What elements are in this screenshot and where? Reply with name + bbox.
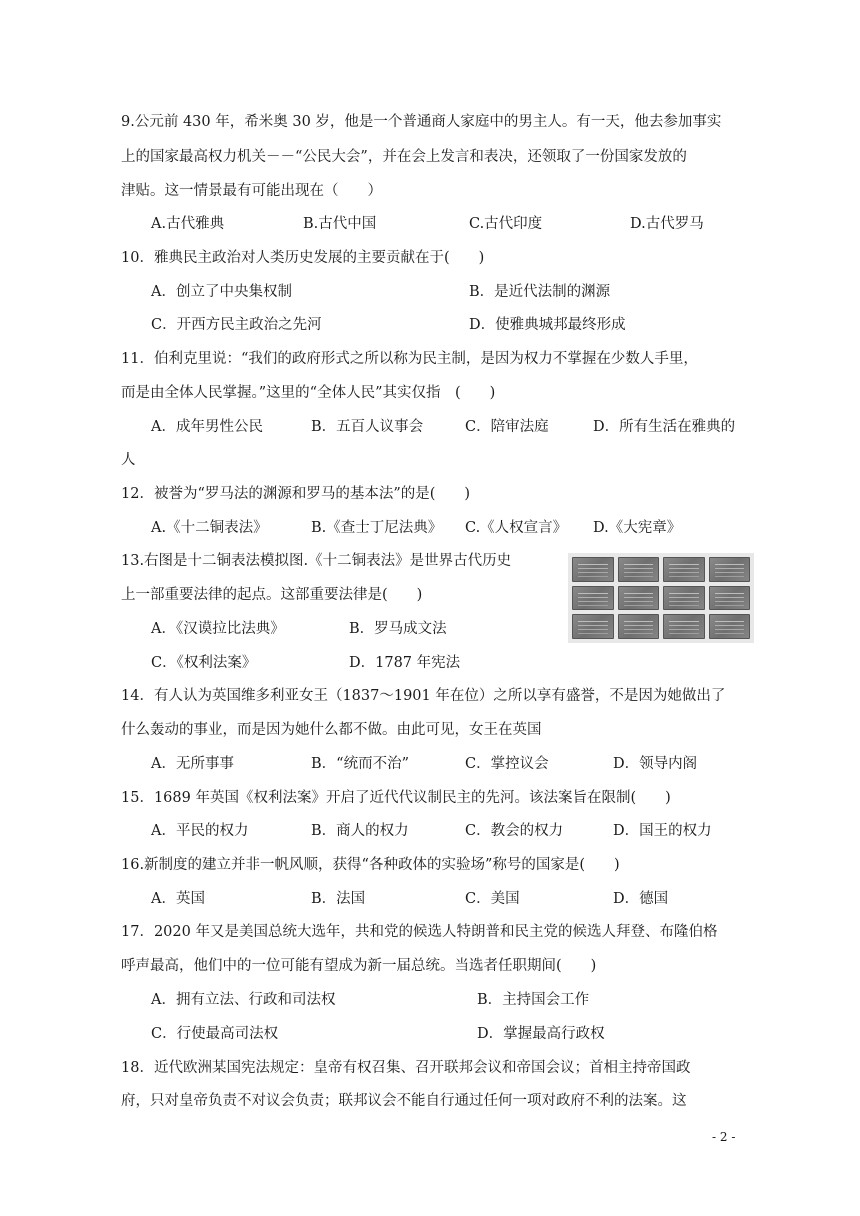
q16-option-c: C．美国 [465,891,520,907]
q9-option-d: D.古代罗马 [630,216,704,232]
q14-option-b: B．“统而不治” [311,756,409,772]
q9-line-3: 津贴。这一情景最有可能出现在（ ） [121,183,382,199]
q11-option-a: A．成年男性公民 [151,419,263,435]
q17-option-c: C．行使最高司法权 [151,1026,279,1042]
q11-line-2: 而是由全体人民掌握。”这里的“全体人民”其实仅指 ( ) [121,385,496,401]
q17-line-2: 呼声最高，他们中的一位可能有望成为新一届总统。当选者任职期间( ) [121,958,597,974]
q10-line-1: 10．雅典民主政治对人类历史发展的主要贡献在于( ) [121,250,485,266]
q12-option-c: C.《人权宣言》 [465,520,568,536]
q11-option-d: D．所有生活在雅典的 [593,419,736,435]
q12-option-d: D.《大宪章》 [593,520,682,536]
q13-line-2: 上一部重要法律的起点。这部重要法律是( ) [121,587,423,603]
q15-option-b: B．商人的权力 [311,823,409,839]
q17-option-a: A．拥有立法、行政和司法权 [151,992,336,1008]
q13-option-b: B．罗马成文法 [349,621,447,637]
bronze-tablet [572,557,614,582]
q14-option-d: D．领导内阁 [613,756,698,772]
bronze-tablet [618,586,660,611]
bronze-tablet [663,586,705,611]
q16-line-1: 16.新制度的建立并非一帆风顺，获得“各种政体的实验场”称号的国家是( ) [121,857,620,873]
page-number: - 2 - [712,1130,736,1144]
q10-option-c: C．开西方民主政治之先河 [151,317,322,333]
q14-option-c: C．掌控议会 [465,756,549,772]
q15-line-1: 15．1689 年英国《权利法案》开启了近代代议制民主的先河。该法案旨在限制( ) [121,790,671,806]
q9-line-2: 上的国家最高权力机关－－“公民大会”，并在会上发言和表决，还领取了一份国家发放的 [121,149,687,165]
q15-option-a: A．平民的权力 [151,823,249,839]
bronze-tablet [618,614,660,639]
q9-option-c: C.古代印度 [469,216,543,232]
q14-line-1: 14．有人认为英国维多利亚女王（1837～1901 年在位）之所以享有盛誉，不是因为她做出了 [121,688,726,704]
q12-option-b: B.《查士丁尼法典》 [311,520,443,536]
bronze-tablet [709,557,751,582]
bronze-tablet [663,557,705,582]
q11-line-1: 11．伯利克里说：“我们的政府形式之所以称为民主制，是因为权力不掌握在少数人手里， [121,351,698,367]
q13-line-1: 13.右图是十二铜表法模拟图.《十二铜表法》是世界古代历史 [121,553,512,569]
q18-line-2: 府，只对皇帝负责不对议会负责；联邦议会不能自行通过任何一项对政府不利的法案。这 [121,1093,687,1109]
bronze-tablet [709,586,751,611]
q18-line-1: 18．近代欧洲某国宪法规定：皇帝有权召集、召开联邦会议和帝国会议；首相主持帝国政 [121,1060,691,1076]
q9-option-a: A.古代雅典 [151,216,225,232]
q15-option-c: C．教会的权力 [465,823,564,839]
bronze-tablet [663,614,705,639]
q11-option-d-wrap: 人 [121,452,136,468]
q11-option-b: B．五百人议事会 [311,419,424,435]
q13-option-a: A．《汉谟拉比法典》 [151,621,285,637]
q12-option-a: A.《十二铜表法》 [151,520,268,536]
q15-option-d: D．国王的权力 [613,823,712,839]
q10-option-a: A．创立了中央集权制 [151,284,292,300]
q12-line-1: 12．被誉为“罗马法的渊源和罗马的基本法”的是( ) [121,486,471,502]
q17-option-b: B．主持国会工作 [477,992,590,1008]
q14-line-2: 什么轰动的事业，而是因为她什么都不做。由此可见，女王在英国 [121,722,542,738]
q10-option-d: D．使雅典城邦最终形成 [469,317,626,333]
q9-option-b: B.古代中国 [303,216,377,232]
q16-option-a: A．英国 [151,891,205,907]
bronze-tablet [709,614,751,639]
twelve-tables-image [568,553,754,643]
q17-line-1: 17．2020 年又是美国总统大选年，共和党的候选人特朗普和民主党的候选人拜登、布隆伯格 [121,924,718,940]
q14-option-a: A．无所事事 [151,756,234,772]
bronze-tablet [618,557,660,582]
bronze-tablet [572,586,614,611]
q16-option-b: B．法国 [311,891,366,907]
q9-line-1: 9.公元前 430 年，希米奥 30 岁，他是一个普通商人家庭中的男主人。有一天，他去参加事实 [121,114,722,130]
q10-option-b: B．是近代法制的渊源 [469,284,611,300]
q13-option-c: C．《权利法案》 [151,655,257,671]
bronze-tablet [572,614,614,639]
q13-option-d: D．1787 年宪法 [349,655,461,671]
q16-option-d: D．德国 [613,891,669,907]
q17-option-d: D．掌握最高行政权 [477,1026,605,1042]
q11-option-c: C．陪审法庭 [465,419,549,435]
